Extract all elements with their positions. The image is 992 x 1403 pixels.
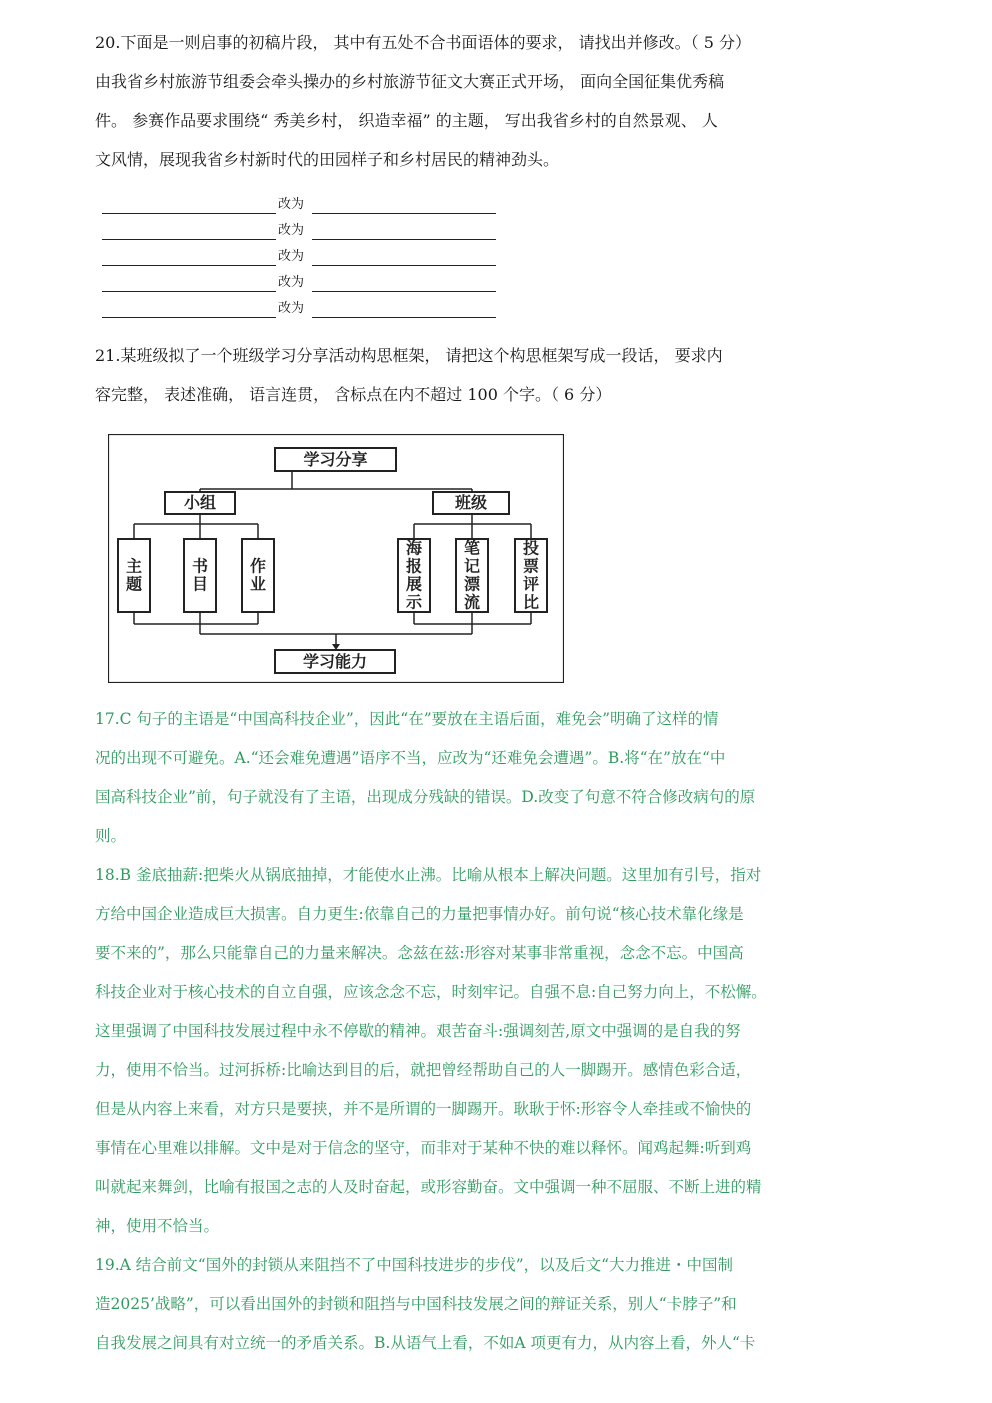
blank-row <box>102 274 496 294</box>
answer-line: 造2025’战略”，可以看出国外的封锁和阻挡与中国科技发展之间的辩证关系，别人“卡脖子”和 <box>95 1295 737 1313</box>
original-blank[interactable] <box>102 317 276 318</box>
blank-row <box>102 300 496 320</box>
q20-line-1: 20.下面是一则启事的初稿片段， 其中有五处不合书面语体的要求， 请找出并修改。（ 5 分） <box>95 33 751 52</box>
revision-blank[interactable] <box>312 239 496 240</box>
revision-blank[interactable] <box>312 265 496 266</box>
group-node-left: 小组 <box>183 493 217 512</box>
change-to-label: 改为 <box>278 249 305 264</box>
framework-diagram <box>108 434 564 683</box>
answer-line: 这里强调了中国科技发展过程中永不停歇的精神。艰苦奋斗:强调刻苦,原文中强调的是自我的努 <box>95 1022 741 1040</box>
answer-line: 17.C 句子的主语是“中国高科技企业”，因此“在”要放在主语后面，难免会”明确了这样的情 <box>95 710 719 728</box>
revision-blank[interactable] <box>312 213 496 214</box>
answer-line: 神，使用不恰当。 <box>95 1217 220 1235</box>
group-node-right: 班级 <box>454 493 488 512</box>
answer-line: 科技企业对于核心技术的自立自强，应该念念不忘，时刻牢记。自强不息:自己努力向上，不松懈。 <box>95 983 767 1001</box>
item-label: 投票评比 <box>522 538 540 612</box>
q20-line-3: 件。 参赛作品要求围绕“ 秀美乡村， 织造幸福” 的主题， 写出我省乡村的自然景观、 人 <box>95 111 718 130</box>
item-label: 海报展示 <box>405 538 423 612</box>
answer-line: 19.A 结合前文“国外的封锁从来阻挡不了中国科技进步的步伐”，以及后文“大力推进・中国制 <box>95 1256 734 1274</box>
answer-line: 则。 <box>95 827 127 845</box>
change-to-label: 改为 <box>278 197 305 212</box>
answer-line: 事情在心里难以排解。文中是对于信念的坚守，而非对于某种不快的难以释怀。闻鸡起舞:听到鸡 <box>95 1139 752 1157</box>
answer-line: 况的出现不可避免。A.“还会难免遭遇”语序不当，应改为“还难免会遭遇”。B.将“在”放在“中 <box>95 749 726 767</box>
right-items <box>398 539 547 613</box>
answer-line: 叫就起来舞剑，比喻有报国之志的人及时奋起，或形容勤奋。文中强调一种不屈服、不断上进的精 <box>95 1178 762 1196</box>
original-blank[interactable] <box>102 213 276 214</box>
answer-line: 国高科技企业”前，句子就没有了主语，出现成分残缺的错误。D.改变了句意不符合修改病句的原 <box>95 788 756 806</box>
bottom-node: 学习能力 <box>302 652 368 671</box>
item-label: 作业 <box>249 556 267 594</box>
answer-line: 但是从内容上来看，对方只是要挟，并不是所谓的一脚踢开。耿耿于怀:形容令人牵挂或不愉快的 <box>95 1100 752 1118</box>
revision-blank[interactable] <box>312 291 496 292</box>
change-to-label: 改为 <box>278 301 305 316</box>
change-to-label: 改为 <box>278 275 305 290</box>
answer-line: 力，使用不恰当。过河拆桥:比喻达到目的后，就把曾经帮助自己的人一脚踢开。感情色彩合适， <box>95 1061 752 1079</box>
q21-line-1: 21.某班级拟了一个班级学习分享活动构思框架， 请把这个构思框架写成一段话， 要求内 <box>95 346 723 365</box>
original-blank[interactable] <box>102 265 276 266</box>
q20-line-4: 文风情，展现我省乡村新时代的田园样子和乡村居民的精神劲头。 <box>95 150 560 169</box>
answer-line: 要不来的”，那么只能靠自己的力量来解决。念兹在兹:形容对某事非常重视，念念不忘。中国高 <box>95 944 744 962</box>
blank-row <box>102 222 496 242</box>
blank-row <box>102 196 496 216</box>
item-label: 笔记漂流 <box>463 538 481 612</box>
q21-line-2: 容完整， 表述准确， 语言连贯， 含标点在内不超过 100 个字。（ 6 分） <box>95 385 612 404</box>
item-label: 主题 <box>125 556 143 594</box>
change-to-label: 改为 <box>278 223 305 238</box>
original-blank[interactable] <box>102 239 276 240</box>
answer-line: 方给中国企业造成巨大损害。自力更生:依靠自己的力量把事情办好。前句说“核心技术靠化缘是 <box>95 905 744 923</box>
original-blank[interactable] <box>102 291 276 292</box>
q20-line-2: 由我省乡村旅游节组委会牵头操办的乡村旅游节征文大赛正式开场， 面向全国征集优秀稿 <box>95 72 725 91</box>
answer-line: 自我发展之间具有对立统一的矛盾关系。B.从语气上看，不如A 项更有力，从内容上看，外人“卡 <box>95 1334 756 1352</box>
top-node: 学习分享 <box>303 450 368 469</box>
item-label: 书目 <box>191 556 209 594</box>
left-items <box>118 539 274 612</box>
blank-row <box>102 248 496 268</box>
revision-blank[interactable] <box>312 317 496 318</box>
answer-line: 18.B 釜底抽薪:把柴火从锅底抽掉，才能使水止沸。比喻从根本上解决问题。这里加有引号，指对 <box>95 866 762 884</box>
